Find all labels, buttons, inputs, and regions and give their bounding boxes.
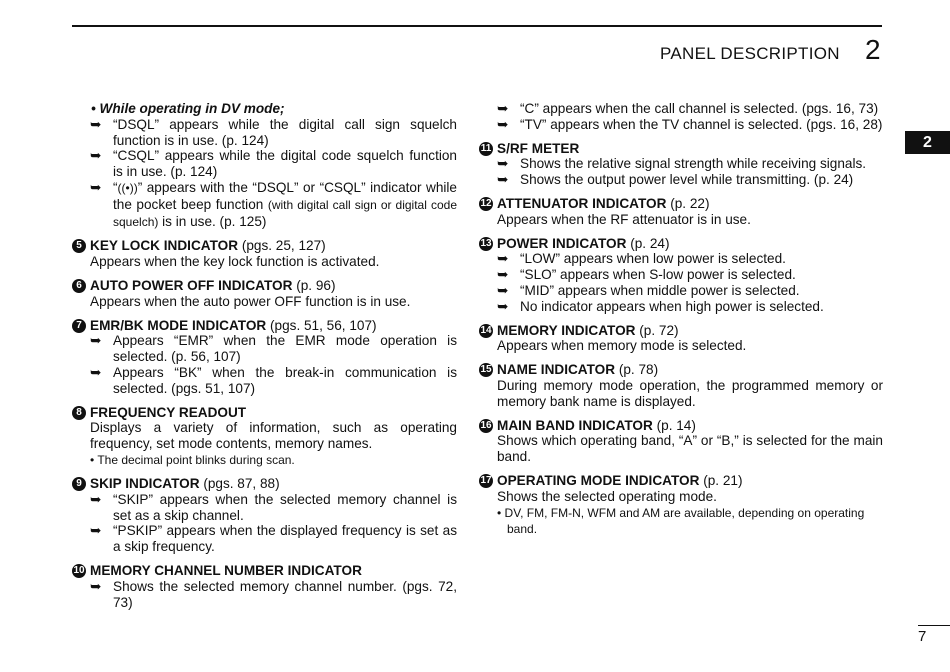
arrow-icon: ➥	[90, 491, 102, 507]
section-skip: 9 SKIP INDICATOR (pgs. 87, 88) ➥ “SKIP” appears when the selected memory channel is set as a skip channel. ➥ “PSKIP” appears when the displayed frequency is set as a skip frequency.	[90, 476, 457, 555]
section-title: MAIN BAND INDICATOR	[497, 417, 653, 433]
section-number-icon: 6	[72, 279, 86, 293]
section-title: FREQUENCY READOUT	[90, 404, 247, 420]
section-number-icon: 5	[72, 239, 86, 253]
section-title: ATTENUATOR INDICATOR	[497, 195, 667, 211]
section-title: EMR/BK MODE INDICATOR	[90, 317, 267, 333]
section-key-lock: 5 KEY LOCK INDICATOR (pgs. 25, 127) Appears when the key lock function is activated.	[90, 238, 457, 270]
section-auto-power-off: 6 AUTO POWER OFF INDICATOR (p. 96) Appears when the auto power OFF function is in use.	[90, 278, 457, 310]
arrow-icon: ➥	[497, 156, 509, 172]
arrow-icon: ➥	[90, 148, 102, 164]
list-item: ➥ Appears “BK” when the break-in communication is selected. (pgs. 51, 107)	[90, 364, 457, 396]
arrow-icon: ➥	[90, 333, 102, 349]
section-number-icon: 10	[73, 564, 85, 576]
section-number-icon: 11	[480, 142, 492, 154]
section-number-icon: 7	[72, 319, 86, 333]
section-desc: Displays a variety of information, such as operating frequency, set mode contents, memory names.	[90, 420, 457, 452]
footer-rule	[918, 625, 950, 626]
arrow-icon: ➥	[90, 116, 102, 132]
section-operating-mode: 17 OPERATING MODE INDICATOR (p. 21) Shows the selected operating mode. • DV, FM, FM-N, WFM and AM are available, depending on operating band.	[497, 473, 883, 537]
right-column	[480, 101, 883, 537]
section-frequency-readout	[76, 404, 457, 468]
section-number-icon: 14	[480, 324, 492, 336]
list-item: ➥ “SLO” appears when S-low power is selected.	[497, 267, 796, 283]
section-desc: Shows the selected operating mode.	[497, 488, 717, 504]
beep-icon: ((•))	[117, 180, 138, 195]
list-item: ➥ “((•))” appears with the “DSQL” or “CSQL” indicator while the pocket beep function (with digital call sign or digital code squelch) is in use. (p. 125)	[90, 179, 457, 229]
section-number-icon: 16	[480, 419, 492, 431]
list-item: ➥ “DSQL” appears while the digital call sign squelch function is in use. (p. 124)	[90, 116, 457, 148]
list-item: ➥ “PSKIP” appears when the displayed frequency is set as a skip frequency.	[90, 523, 457, 555]
chapter-tab: 2	[905, 131, 950, 154]
page-number: 7	[918, 628, 927, 645]
list-item: ➥ “SKIP” appears when the selected memory channel is set as a skip channel.	[90, 491, 457, 523]
list-item: ➥ “C” appears when the call channel is selected. (pgs. 16, 73)	[497, 101, 879, 116]
section-title: AUTO POWER OFF INDICATOR	[90, 277, 293, 293]
arrow-icon: ➥	[90, 179, 102, 195]
section-memory-indicator: 14 MEMORY INDICATOR (p. 72) Appears when memory mode is selected.	[497, 323, 883, 355]
section-attenuator: 12 ATTENUATOR INDICATOR (p. 22) Appears when the RF attenuator is in use.	[497, 196, 883, 228]
section-number-icon: 12	[480, 197, 492, 209]
chapter-number: 2	[865, 34, 881, 65]
section-number-icon: 9	[72, 477, 86, 491]
section-title: MEMORY INDICATOR	[497, 322, 636, 338]
section-note: • The decimal point blinks during scan.	[90, 452, 295, 467]
list-item: ➥ “TV” appears when the TV channel is selected. (pgs. 16, 28)	[497, 116, 883, 132]
section-desc: During memory mode operation, the programmed memory or memory bank name is displayed.	[497, 377, 883, 409]
list-item: ➥ “MID” appears when middle power is selected.	[497, 282, 800, 298]
arrow-icon: ➥	[497, 101, 509, 116]
list-item: ➥ “CSQL” appears while the digital code squelch function is in use. (p. 124)	[90, 148, 457, 180]
section-title: S/RF METER	[497, 140, 580, 156]
list-item: ➥ “LOW” appears when low power is selected.	[497, 251, 786, 267]
list-item: ➥ Shows the output power level while transmitting. (p. 24)	[497, 172, 854, 188]
arrow-icon: ➥	[497, 282, 509, 298]
section-main-band: 16 MAIN BAND INDICATOR (p. 14) Shows which operating band, “A” or “B,” is selected for the main band.	[480, 417, 883, 465]
section-number-icon: 13	[480, 237, 492, 249]
page-header-title: PANEL DESCRIPTION	[660, 44, 840, 63]
arrow-icon: ➥	[90, 523, 102, 539]
section-name-indicator: 15 NAME INDICATOR (p. 78) During memory mode operation, the programmed memory or memory bank name is displayed.	[480, 362, 883, 409]
section-desc: Appears when the auto power OFF function is in use.	[90, 293, 411, 309]
left-column	[73, 101, 457, 610]
section-title: POWER INDICATOR	[497, 235, 627, 251]
section-desc: Appears when the key lock function is activated.	[90, 254, 380, 270]
arrow-icon: ➥	[497, 267, 509, 283]
section-number-icon: 15	[480, 364, 492, 376]
section-desc: Shows which operating band, “A” or “B,” is selected for the main band.	[497, 433, 883, 465]
arrow-icon: ➥	[90, 578, 102, 594]
arrow-icon: ➥	[497, 251, 509, 267]
list-item: ➥ Shows the relative signal strength while receiving signals.	[497, 156, 867, 172]
section-title: MEMORY CHANNEL NUMBER INDICATOR	[90, 562, 362, 578]
section-memory-channel-number	[73, 562, 457, 610]
section-emr-bk: 7 EMR/BK MODE INDICATOR (pgs. 51, 56, 107) ➥ Appears “EMR” when the EMR mode operation is selected. (p. 56, 107) ➥ Appears “BK” when the break-in communication is selected. (pgs. 51, 107)	[90, 318, 457, 397]
section-desc: Appears when memory mode is selected.	[497, 338, 747, 354]
header-rule	[72, 25, 882, 27]
arrow-icon: ➥	[497, 172, 509, 188]
section-s-rf-meter	[480, 140, 883, 188]
section-title: KEY LOCK INDICATOR	[90, 238, 239, 254]
section-power: 13 POWER INDICATOR (p. 24) ➥ “LOW” appears when low power is selected. ➥ “SLO” appears when S-low power is selected. ➥ “MID” appears when middle power is selected. ➥ No indicator appears when high power is selected.	[497, 236, 883, 315]
section-desc: Appears when the RF attenuator is in use.	[497, 211, 751, 227]
list-item: ➥ No indicator appears when high power is selected.	[497, 298, 824, 314]
section-title: SKIP INDICATOR	[90, 475, 200, 491]
arrow-icon: ➥	[497, 298, 509, 314]
arrow-icon: ➥	[497, 116, 509, 132]
section-number-icon: 8	[72, 406, 86, 420]
section-number-icon: 17	[480, 474, 492, 486]
list-item: ➥ Shows the selected memory channel number. (pgs. 72, 73)	[90, 578, 457, 610]
section-note: • DV, FM, FM-N, WFM and AM are available, depending on operating band.	[497, 505, 865, 536]
arrow-icon: ➥	[90, 364, 102, 380]
dv-mode-heading: • While operating in DV mode;	[91, 101, 285, 116]
list-item: ➥ Appears “EMR” when the EMR mode operation is selected. (p. 56, 107)	[90, 333, 457, 365]
section-title: NAME INDICATOR	[497, 362, 616, 378]
section-title: OPERATING MODE INDICATOR	[497, 472, 700, 488]
